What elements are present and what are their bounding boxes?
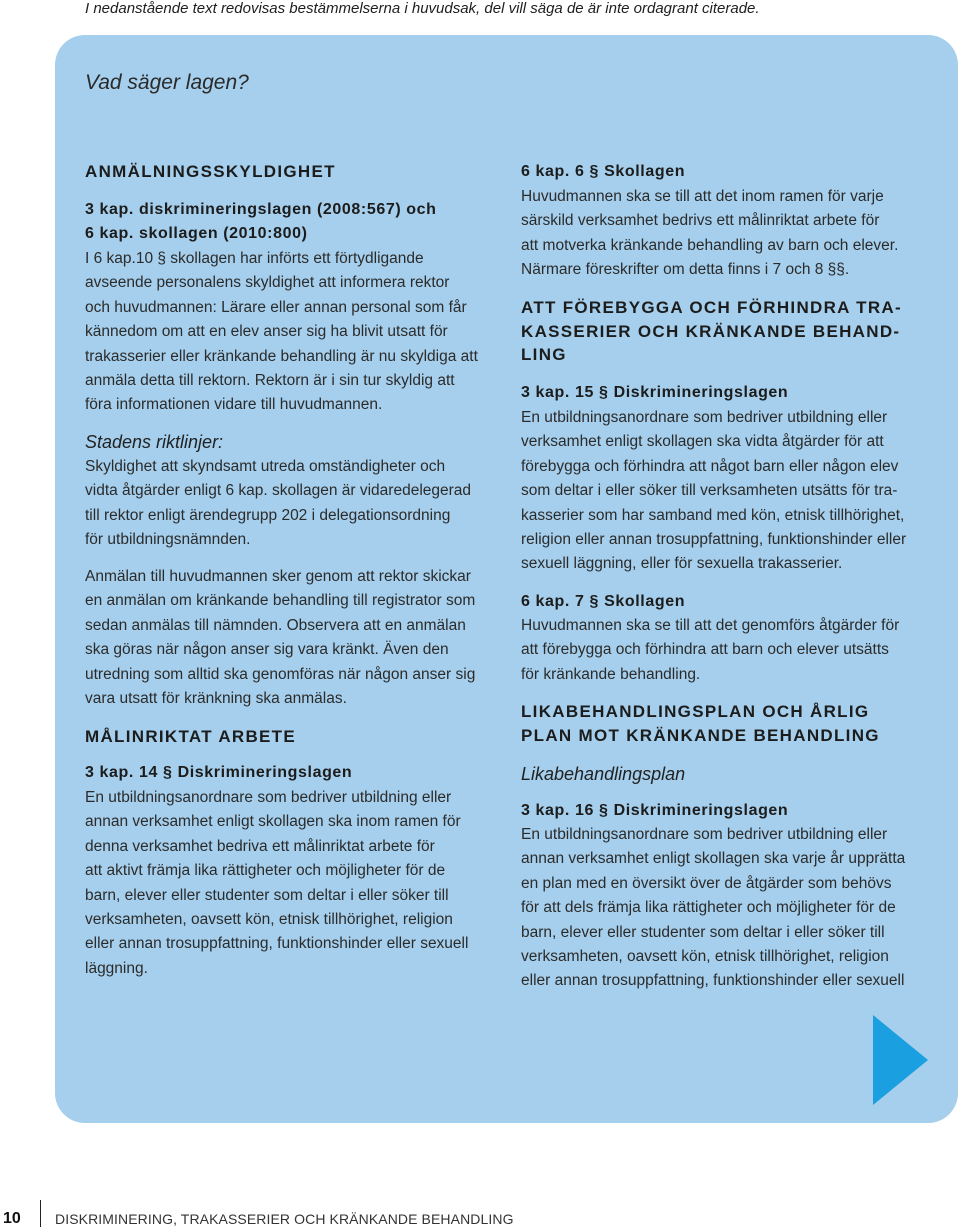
prevent-law-ref: 3 kap. 15 § Diskrimineringslagen	[521, 384, 789, 401]
text-line: att aktivt främja lika rättigheter och möjligheter för de	[85, 862, 446, 880]
text-line: Huvudmannen ska se till att det genomförs åtgärder för	[521, 617, 900, 634]
text-line: kasserier som har samband med kön, etnisk tillhörighet,	[521, 506, 905, 524]
text-line: En utbildningsanordnare som bedriver utbildning eller	[521, 826, 888, 843]
text-line: en plan med en översikt över de åtgärder som behövs	[521, 874, 892, 892]
footer-divider	[40, 1200, 41, 1227]
plan-law-ref: 3 kap. 16 § Diskrimineringslagen	[521, 802, 789, 819]
text-line: förebygga och förhindra att något barn eller någon elev	[521, 457, 899, 475]
heading-line: PLAN MOT KRÄNKANDE BEHANDLING	[521, 726, 880, 745]
text-line: utredning som alltid ska genomföras när någon anser sig	[85, 665, 476, 683]
text-line: eller annan trosuppfattning, funktionshinder eller sexuell	[85, 935, 469, 953]
text-line: kännedom om att en elev anser sig ha blivit utsatt för	[85, 323, 448, 341]
running-title: DISKRIMINERING, TRAKASSERIER OCH KRÄNKANDE BEHANDLING	[55, 1211, 514, 1227]
text-line: avseende personalens skyldighet att informera rektor	[85, 274, 450, 292]
text-line: anmäla detta till rektorn. Rektorn är i sin tur skyldig att	[85, 372, 455, 390]
city-guidelines-paragraph	[85, 455, 471, 553]
text-line: att motverka kränkande behandling av barn och elever.	[521, 236, 899, 254]
text-line: läggning.	[85, 959, 148, 977]
text-line: att förebygga och förhindra att barn och elever utsätts	[521, 641, 889, 659]
text-line: för kränkande behandling.	[521, 665, 701, 683]
prevent-paragraph	[521, 406, 906, 577]
reporting-law-refs	[85, 198, 437, 247]
text-line: Huvudmannen ska se till att det inom ramen för varje	[521, 188, 884, 205]
heading-line: KASSERIER OCH KRÄNKANDE BEHAND-	[521, 321, 901, 341]
text-line: som deltar i eller söker till verksamheten utsätts för tra-	[521, 482, 898, 500]
text-line: för att dels främja lika rättigheter och möjligheter för de	[521, 899, 896, 917]
text-line: sexuell läggning, eller för sexuella trakasserier.	[521, 555, 843, 573]
text-line: En utbildningsanordnare som bedriver utbildning eller	[521, 409, 888, 426]
text-line: särskild verksamhet bedrivs ett målinriktat arbete för	[521, 212, 880, 230]
text-line: verksamheten, oavsett kön, etnisk tillhörighet, religion	[85, 911, 453, 929]
text-line: för utbildningsnämnden.	[85, 531, 251, 549]
text-line: Närmare föreskrifter om detta finns i 7 och 8 §§.	[521, 261, 850, 279]
goal-work-paragraph	[85, 786, 468, 981]
text-line: föra informationen vidare till huvudmannen.	[85, 396, 383, 414]
text-line: och huvudmannen: Lärare eller annan personal som får	[85, 298, 467, 316]
prevent-heading	[521, 296, 902, 367]
text-line: trakasserier eller kränkande behandling är nu skyldiga att	[85, 347, 478, 365]
heading-line: ATT FÖREBYGGA OCH FÖRHINDRA TRA-	[521, 298, 902, 317]
law-ref-line: 3 kap. diskrimineringslagen (2008:567) och	[85, 201, 437, 218]
panel-title: Vad säger lagen?	[85, 71, 249, 94]
text-line: vidta åtgärder enligt 6 kap. skollagen är vidaredelegerad	[85, 482, 472, 500]
text-line: barn, elever eller studenter som deltar i eller söker till	[85, 886, 449, 904]
law-panel	[55, 35, 958, 1123]
text-line: denna verksamhet bedriva ett målinriktat arbete för	[85, 837, 435, 855]
text-line: en anmälan om kränkande behandling till registrator som	[85, 592, 476, 610]
report-procedure-paragraph	[85, 565, 475, 711]
school-act-6-7-paragraph	[521, 614, 899, 687]
text-line: Skyldighet att skyndsamt utreda omständigheter och	[85, 458, 446, 475]
reporting-duty-heading: ANMÄLNINGSSKYLDIGHET	[85, 162, 336, 181]
city-guidelines-label: Stadens riktlinjer:	[85, 432, 224, 452]
heading-line: LING	[521, 345, 567, 364]
text-line: I 6 kap.10 § skollagen har införts ett förtydligande	[85, 250, 424, 267]
play-triangle-icon	[873, 1015, 928, 1105]
text-line: religion eller annan trosuppfattning, funktionshinder eller	[521, 531, 907, 549]
text-line: Anmälan till huvudmannen sker genom att rektor skickar	[85, 568, 471, 585]
goal-work-law-ref: 3 kap. 14 § Diskrimineringslagen	[85, 764, 353, 781]
page-number: 10	[3, 1210, 21, 1227]
goal-work-heading: MÅLINRIKTAT ARBETE	[85, 727, 297, 746]
text-line: eller annan trosuppfattning, funktionshinder eller sexuell	[521, 972, 905, 990]
text-line: verksamheten, oavsett kön, etnisk tillhörighet, religion	[521, 948, 889, 966]
text-line: En utbildningsanordnare som bedriver utbildning eller	[85, 789, 452, 806]
text-line: vara utsatt för kränkning ska anmälas.	[85, 690, 347, 708]
school-act-6-7-law-ref: 6 kap. 7 § Skollagen	[521, 593, 686, 610]
school-act-6-6-paragraph	[521, 185, 898, 283]
text-line: sedan anmälas till nämnden. Observera att en anmälan	[85, 616, 466, 634]
text-line: annan verksamhet enligt skollagen ska inom ramen för	[85, 813, 461, 831]
plan-paragraph	[521, 823, 905, 994]
heading-line: LIKABEHANDLINGSPLAN OCH ÅRLIG	[521, 702, 870, 721]
text-line: verksamhet enligt skollagen ska vidta åtgärder för att	[521, 433, 884, 451]
law-ref-line: 6 kap. skollagen (2010:800)	[85, 225, 308, 243]
reporting-duty-paragraph	[85, 247, 478, 418]
text-line: till rektor enligt ärendegrupp 202 i delegationsordning	[85, 506, 451, 524]
plan-subheading: Likabehandlingsplan	[521, 764, 686, 784]
intro-note: I nedanstående text redovisas bestämmelserna i huvudsak, del vill säga de är inte ordagrant citerade.	[85, 0, 760, 17]
text-line: ska göras när någon anser sig vara kränkt. Även den	[85, 641, 449, 659]
school-act-6-6-law-ref: 6 kap. 6 § Skollagen	[521, 163, 686, 180]
text-line: annan verksamhet enligt skollagen ska varje år upprätta	[521, 850, 906, 868]
text-line: barn, elever eller studenter som deltar i eller söker till	[521, 923, 885, 941]
plan-heading	[521, 700, 880, 748]
